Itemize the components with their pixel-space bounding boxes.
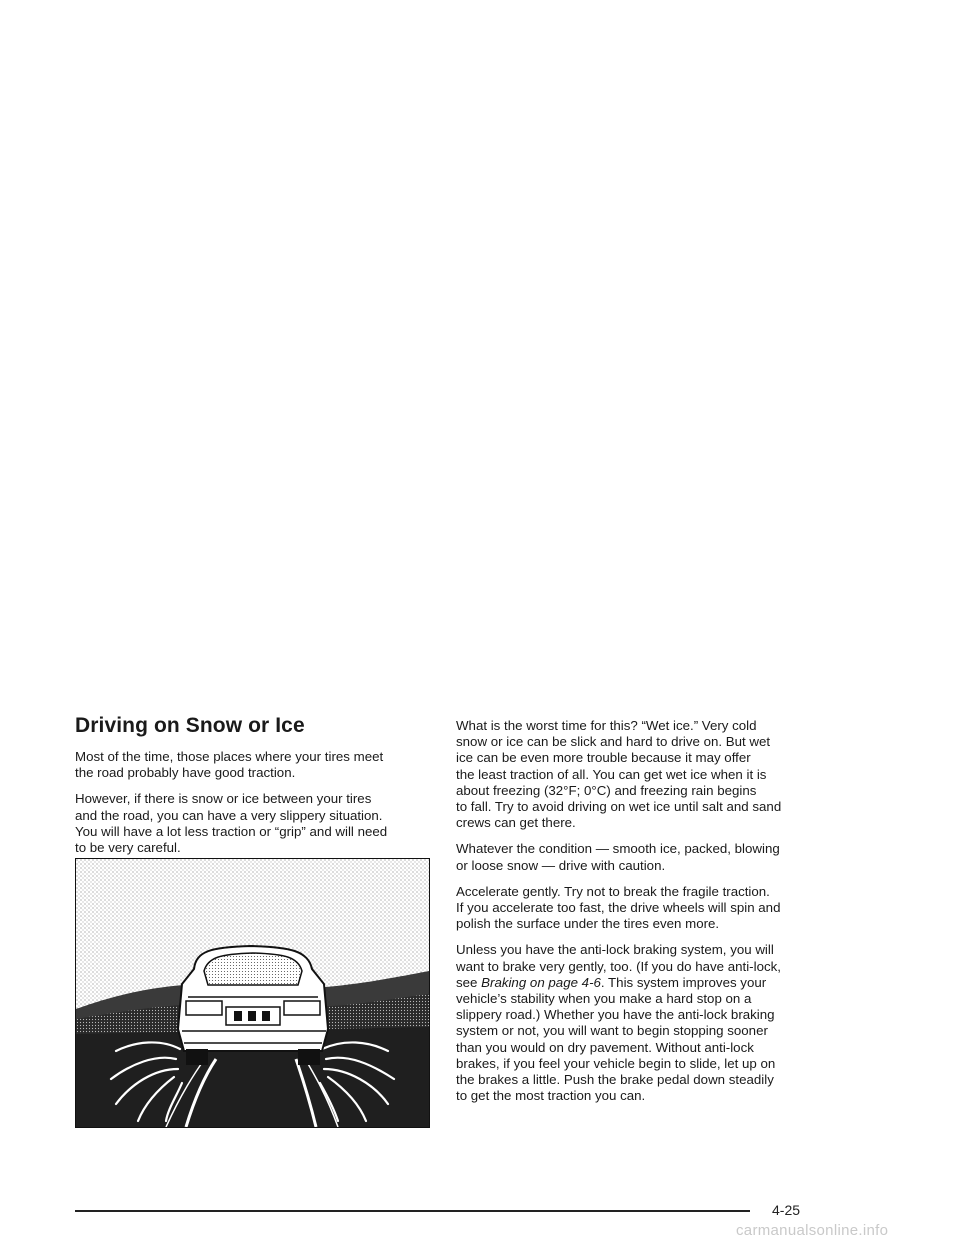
- text-line: to get the most traction you can.: [456, 1088, 646, 1104]
- text-line: to fall. Try to avoid driving on wet ice until salt and sand: [456, 799, 782, 815]
- text-line: system or not, you will want to begin stopping sooner: [456, 1023, 768, 1039]
- watermark: carmanualsonline.info: [736, 1222, 889, 1239]
- text-line: or loose snow — drive with caution.: [456, 857, 666, 873]
- text-line: What is the worst time for this? “Wet ice.” Very cold: [456, 718, 757, 733]
- paragraph-traction-intro: [75, 749, 435, 781]
- text-line: polish the surface under the tires even more.: [456, 916, 720, 932]
- text-line: Unless you have the anti-lock braking system, you will: [456, 942, 774, 958]
- text-line: Most of the time, those places where your tires meet: [75, 749, 384, 764]
- car-on-snow-illustration: [75, 858, 430, 1128]
- paragraph-braking: [456, 942, 816, 1104]
- text-line: [456, 975, 816, 991]
- text-line: about freezing (32°F; 0°C) and freezing rain begins: [456, 782, 757, 798]
- car-illustration-drawing: [76, 859, 429, 1127]
- footer-rule: [75, 1210, 750, 1212]
- paragraph-wet-ice: [456, 718, 816, 831]
- right-column: [456, 718, 816, 1114]
- text-line: the least traction of all. You can get wet ice when it is: [456, 766, 767, 782]
- section-title: Driving on Snow or Ice: [75, 714, 305, 737]
- text-line: the brakes a little. Push the brake pedal down steadily: [456, 1072, 774, 1088]
- text-line: brakes, if you feel your vehicle begin to slide, let up on: [456, 1055, 776, 1071]
- text-line: to be very careful.: [75, 840, 181, 856]
- text-fragment: see: [456, 974, 482, 990]
- text-line: vehicle’s stability when you make a hard stop on a: [456, 991, 752, 1007]
- text-line: Accelerate gently. Try not to break the fragile traction.: [456, 883, 770, 899]
- text-fragment: . This system improves your: [600, 974, 767, 990]
- braking-page-reference-link[interactable]: Braking on page 4-6: [481, 974, 601, 990]
- text-line: If you accelerate too fast, the drive wheels will spin and: [456, 900, 781, 916]
- left-column: [75, 749, 435, 866]
- text-line: slippery road.) Whether you have the anti-lock braking: [456, 1007, 775, 1023]
- paragraph-drive-with-caution: [456, 841, 816, 873]
- paragraph-accelerate-gently: [456, 884, 816, 933]
- text-line: snow or ice can be slick and hard to drive on. But wet: [456, 734, 771, 750]
- text-line: Whatever the condition — smooth ice, packed, blowing: [456, 841, 780, 857]
- text-line: You will have a lot less traction or “grip” and will need: [75, 823, 388, 839]
- text-line: crews can get there.: [456, 815, 576, 831]
- text-line: and the road, you can have a very slippery situation.: [75, 807, 383, 823]
- text-line: the road probably have good traction.: [75, 765, 296, 781]
- text-line: ice can be even more trouble because it may offer: [456, 750, 751, 766]
- text-line: want to brake very gently, too. (If you do have anti-lock,: [456, 958, 781, 974]
- text-line: However, if there is snow or ice between your tires: [75, 791, 372, 807]
- page-number: 4-25: [772, 1202, 801, 1218]
- text-line: than you would on dry pavement. Without anti-lock: [456, 1039, 754, 1055]
- paragraph-slippery-situation: [75, 791, 435, 856]
